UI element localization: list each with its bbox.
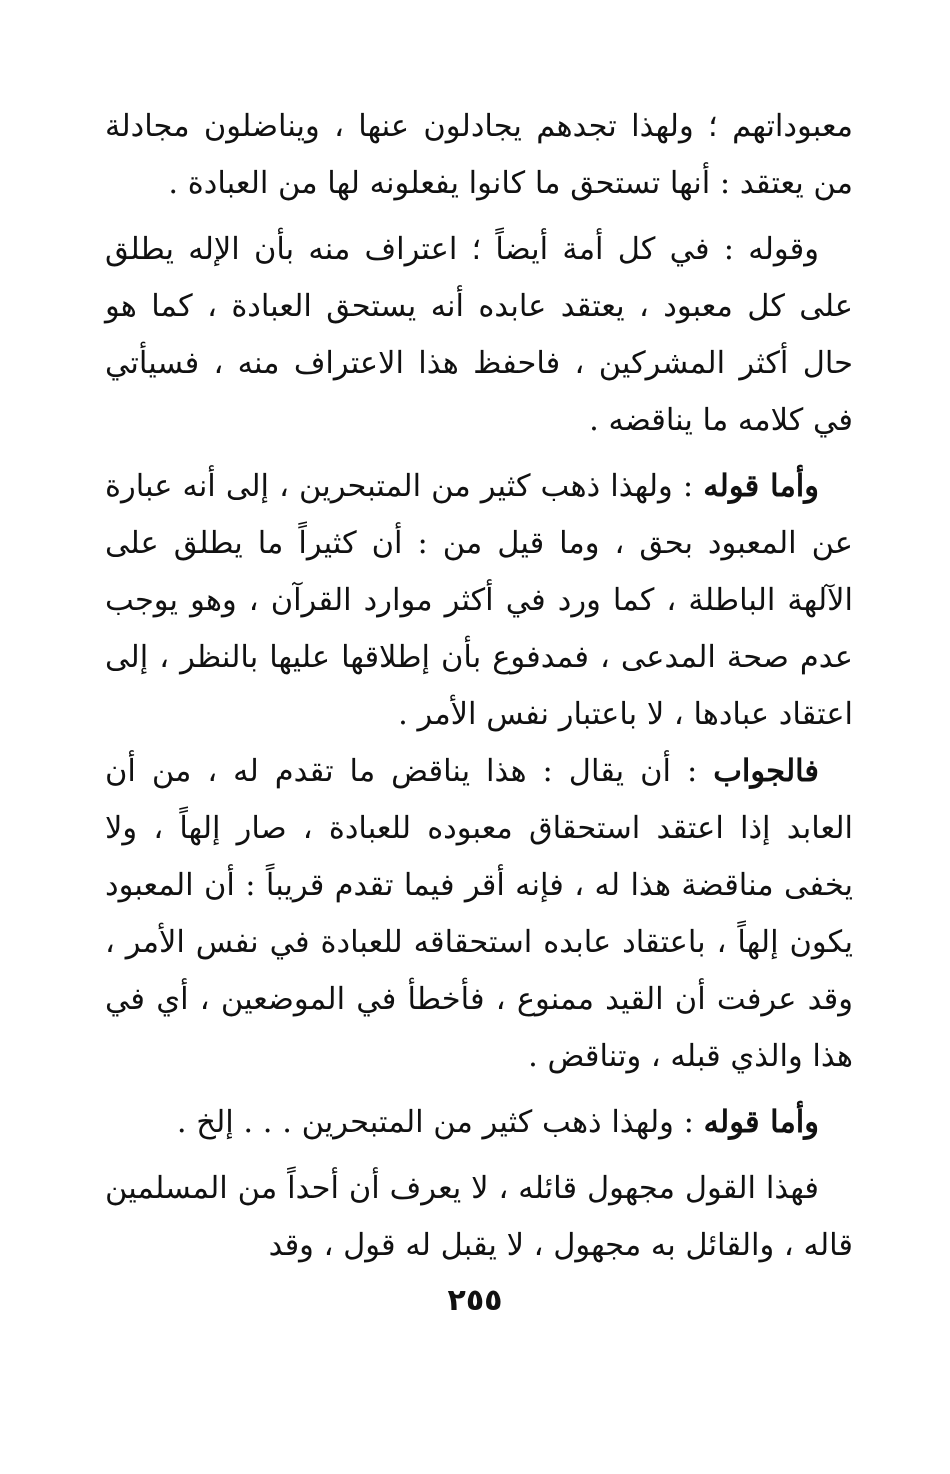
- paragraph-3-text: : ولهذا ذهب كثير من المتبحرين ، إلى أنه عبارة عن المعبود بحق ، وما قيل من : أن كثيراً ما يطلق على الآلهة الباطلة ، كما ورد في أكثر موارد القرآن ، وهو يوجب عدم صحة المدعى ، فمدفوع بأن إطلاقها عليها بالنظر ، إلى اعتقاد عبادها ، لا باعتبار نفس الأمر .: [105, 469, 853, 732]
- page-number: ٢٥٥: [447, 1283, 503, 1318]
- paragraph-6: [105, 1160, 853, 1274]
- paragraph-4-lead: فالجواب: [713, 753, 819, 789]
- paragraph-4: [105, 743, 853, 1085]
- paragraph-5-text: : ولهذا ذهب كثير من المتبحرين . . . إلخ .: [176, 1105, 704, 1140]
- paragraph-5-lead: وأما قوله: [703, 1104, 819, 1140]
- paragraph-3: [105, 458, 853, 743]
- page-body: [105, 98, 853, 1274]
- paragraph-1: [105, 98, 853, 212]
- paragraph-2: [105, 221, 853, 449]
- paragraph-2-text: وقوله : في كل أمة أيضاً ؛ اعتراف منه بأن الإله يطلق على كل معبود ، يعتقد عابده أنه يستحق العبادة ، كما هو حال أكثر المشركين ، فاحفظ هذا الاعتراف منه ، فسيأتي في كلامه ما يناقضه .: [105, 232, 853, 438]
- paragraph-3-lead: وأما قوله: [703, 468, 820, 504]
- paragraph-6-text: فهذا القول مجهول قائله ، لا يعرف أن أحداً من المسلمين قاله ، والقائل به مجهول ، لا يقبل له قول ، وقد: [105, 1171, 853, 1263]
- paragraph-4-text: : أن يقال : هذا يناقض ما تقدم له ، من أن العابد إذا اعتقد استحقاق معبوده للعبادة ، صار إلهاً ، ولا يخفى مناقضة هذا له ، فإنه أقر فيما تقدم قريباً : أن المعبود يكون إلهاً ، باعتقاد عابده استحقاقه للعبادة في نفس الأمر ، وقد عرفت أن القيد ممنوع ، فأخطأ في الموضعين ، أي في هذا والذي قبله ، وتناقض .: [105, 754, 853, 1074]
- paragraph-1-text: معبوداتهم ؛ ولهذا تجدهم يجادلون عنها ، ويناضلون مجادلة من يعتقد : أنها تستحق ما كانوا يفعلونه لها من العبادة .: [105, 109, 853, 201]
- paragraph-5: [105, 1094, 853, 1151]
